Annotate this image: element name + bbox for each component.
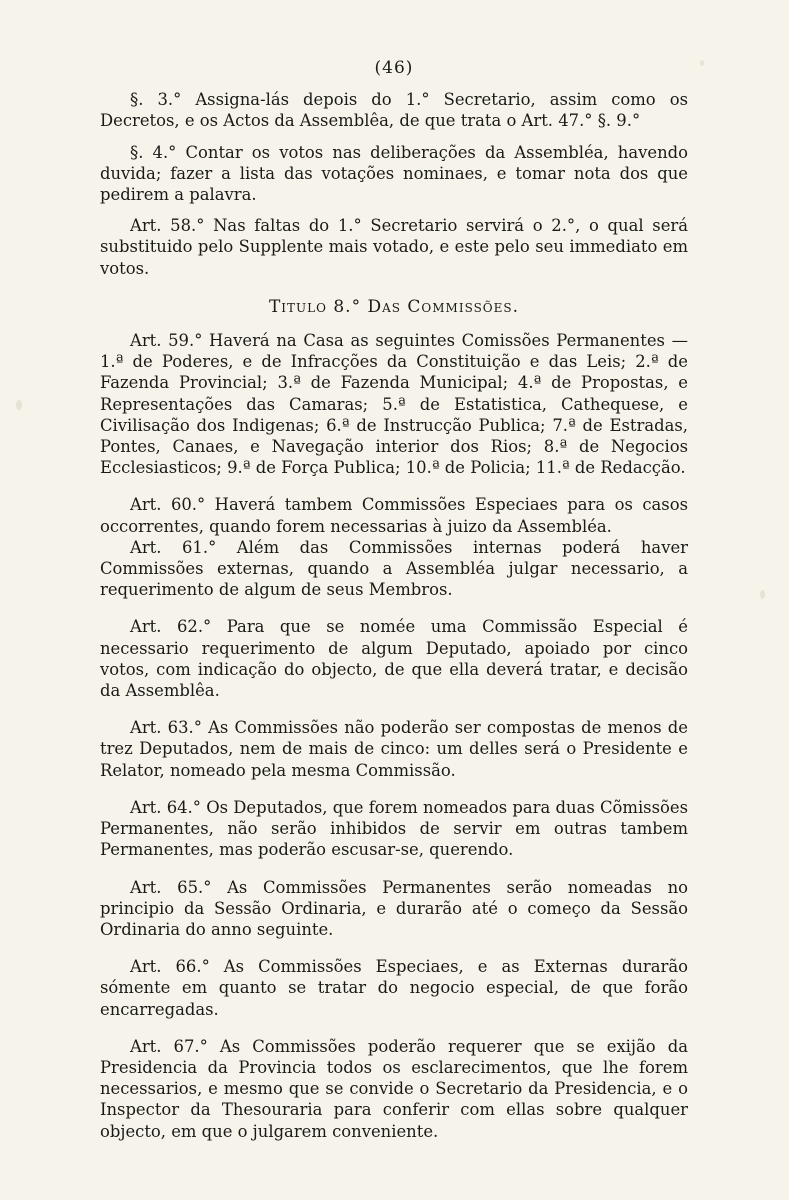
article-66: Art. 66.° As Commissões Especiaes, e as Externas durarão sómente em quanto se tratar do negocio especial, de que forão encarregadas. [100,957,688,1019]
article-64: Art. 64.° Os Deputados, que forem nomeados para duas Cõmissões Permanentes, não serão inhibidos de servir em outras tambem Permanentes, mas poderão escusar-se, querendo. [100,797,688,860]
article-61: Art. 61.° Além das Commissões internas poderá haver Commissões externas, quando a Assembléa julgar necessario, a requerimento de algum de seus Membros. [100,537,688,600]
article-63: Art. 63.° As Commissões não poderão ser compostas de menos de trez Deputados, nem de mais de cinco: um delles será o Presidente e Relator, nomeado pela mesma Commissão. [100,718,688,780]
page-number: (46) [374,58,414,78]
paragraph-2: §. 4.° Contar os votos nas deliberações da Assembléa, havendo duvida; fazer a lista das votações nominaes, e tomar nota dos que pedirem a palavra. [100,142,688,205]
article-62: Art. 62.° Para que se nomée uma Commissão Especial é necessario requerimento de algum Deputado, apoiado por cinco votos, com indicação do objecto, de que ella deverá tratar, e decisão da Assemblêa. [100,617,688,701]
section-title: Titulo 8.° Das Commissões. [268,296,520,317]
paragraph-3: Art. 58.° Nas faltas do 1.° Secretario servirá o 2.°, o qual será substituido pelo Supplente mais votado, e este pelo seu immediato em votos. [100,216,688,278]
article-60: Art. 60.° Haverá tambem Commissões Especiaes para os casos occorrentes, quando forem necessarias à juizo da Assembléa. [100,495,688,536]
article-59: Art. 59.° Haverá na Casa as seguintes Comissões Permanentes — 1.ª de Poderes, e de Infracções da Constituição e das Leis; 2.ª de Fazenda Provincial; 3.ª de Fazenda Municipal; 4.ª de Propostas, e Representações das Camaras; 5.ª de Estatistica, Cathequese, e Civilisação dos Indigenas; 6.ª de Instrucção Publica; 7.ª de Estradas, Pontes, Canaes, e Navegação interior dos Rios; 8.ª de Negocios Ecclesiasticos; 9.ª de Força Publica; 10.ª de Policia; 11.ª de Redacção. [100,331,688,478]
document-page [100,58,688,1142]
paragraph-1: §. 3.° Assigna-lás depois do 1.° Secretario, assim como os Decretos, e os Actos da Assemblêa, de que trata o Art. 47.° §. 9.° [100,90,688,131]
article-67: Art. 67.° As Commissões poderão requerer que se exijão da Presidencia da Provincia todos os esclarecimentos, que lhe forem necessarios, e mesmo que se convide o Secretario da Presidencia, e o Inspector da Thesouraria para conferir com ellas sobre qualquer objecto, em que o julgarem conveniente. [100,1036,688,1141]
article-65: Art. 65.° As Commissões Permanentes serão nomeadas no principio da Sessão Ordinaria, e durarão até o começo da Sessão Ordinaria do anno seguinte. [100,877,688,939]
